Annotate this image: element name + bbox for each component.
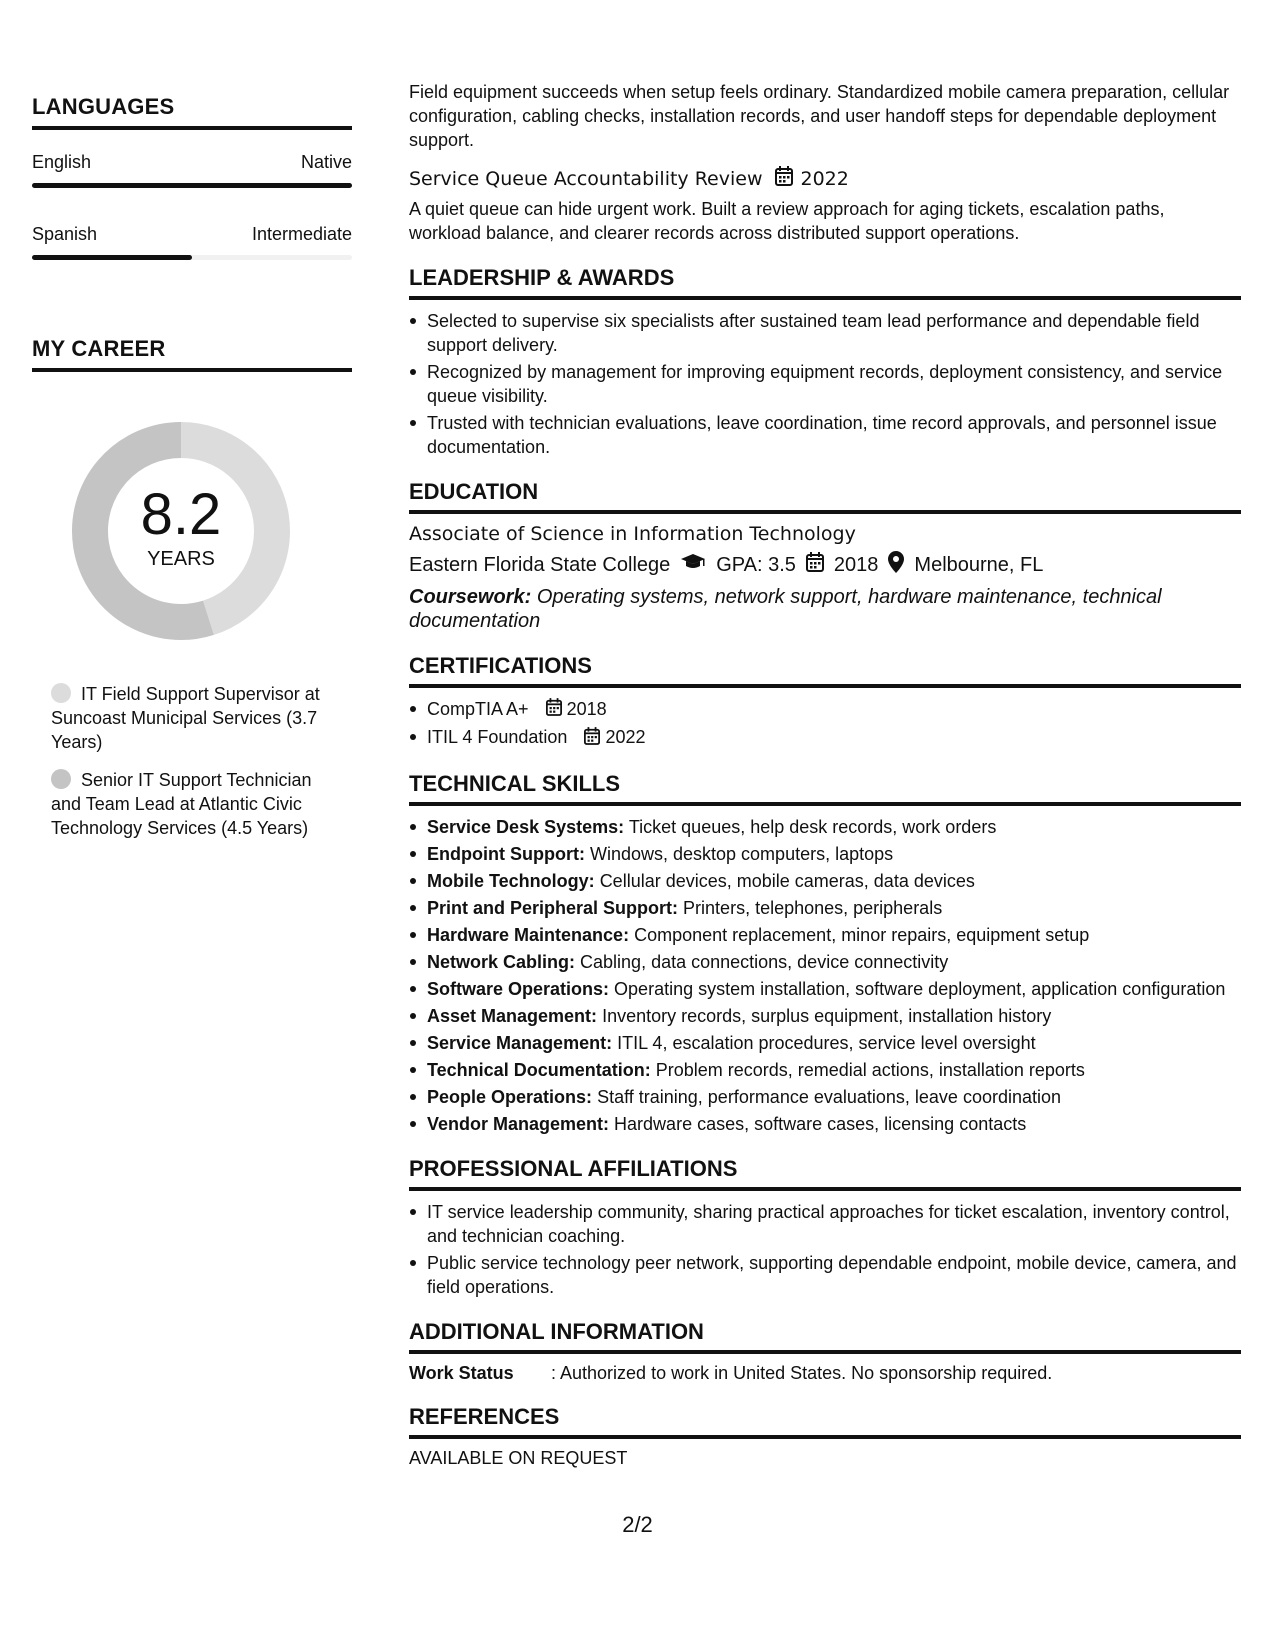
- calendar-icon: [584, 727, 600, 751]
- career-donut-chart: [66, 416, 296, 646]
- skill-item: [409, 815, 1241, 839]
- career-legend-text: IT Field Support Supervisor at Suncoast Municipal Services (3.7 Years): [51, 684, 320, 752]
- skill-label: Service Management:: [427, 1032, 613, 1053]
- career-legend-item: [51, 682, 341, 754]
- skill-label: Asset Management:: [427, 1005, 598, 1026]
- work-status-row: [409, 1363, 1241, 1384]
- language-bar-fill: [32, 255, 192, 260]
- affiliation-item: IT service leadership community, sharing practical approaches for ticket escalation, inventory control, and technician coaching.: [409, 1200, 1241, 1248]
- skill-item: [409, 869, 1241, 893]
- certification-name: CompTIA A+: [427, 699, 529, 719]
- language-bar-track: [32, 183, 352, 188]
- skill-label: Mobile Technology:: [427, 870, 595, 891]
- skill-label: Technical Documentation:: [427, 1059, 651, 1080]
- skill-item: [409, 842, 1241, 866]
- additional-info-heading: ADDITIONAL INFORMATION: [409, 1319, 1241, 1354]
- legend-dot-icon: [51, 683, 71, 703]
- skill-item: [409, 896, 1241, 920]
- career-total-years: 8.2: [140, 481, 222, 547]
- project-year: 2022: [800, 167, 849, 190]
- career-legend: [51, 682, 341, 840]
- leadership-heading: LEADERSHIP & AWARDS: [409, 265, 1241, 300]
- skill-item: [409, 1058, 1241, 1082]
- skill-item: [409, 950, 1241, 974]
- project-intro-text: Field equipment succeeds when setup feels ordinary. Standardized mobile camera preparation, cellular configuration, cabling checks, installation records, and user handoff steps for dependable deployment support.: [409, 82, 1230, 150]
- language-level: Native: [300, 152, 352, 172]
- certifications-heading: CERTIFICATIONS: [409, 653, 1241, 688]
- skill-label: Print and Peripheral Support:: [427, 897, 679, 918]
- education-heading: EDUCATION: [409, 479, 1241, 514]
- legend-dot-icon: [51, 769, 71, 789]
- certifications-list: [409, 697, 1241, 751]
- project-title-row: [409, 166, 1241, 191]
- project-title: Service Queue Accountability Review: [409, 167, 763, 190]
- education-location: Melbourne, FL: [914, 553, 1044, 576]
- skills-heading: TECHNICAL SKILLS: [409, 771, 1241, 806]
- skill-item: [409, 923, 1241, 947]
- language-name: English: [32, 152, 92, 172]
- project-description: A quiet queue can hide urgent work. Built a review approach for aging tickets, escalation paths, workload balance, and clearer records across distributed support operations.: [409, 199, 1165, 243]
- certification-year: 2018: [566, 699, 607, 719]
- graduation-cap-icon: [680, 553, 706, 577]
- skill-value: Windows, desktop computers, laptops: [589, 843, 894, 864]
- leadership-item: Trusted with technician evaluations, leave coordination, time record approvals, and personnel issue documentation.: [409, 411, 1241, 459]
- certification-item: [409, 725, 1241, 750]
- affiliations-list: [409, 1200, 1241, 1299]
- skill-value: Component replacement, minor repairs, equipment setup: [634, 924, 1090, 945]
- skill-item: [409, 1004, 1241, 1028]
- career-heading: MY CAREER: [32, 336, 352, 372]
- career-legend-item: [51, 768, 341, 840]
- skill-label: Network Cabling:: [427, 951, 576, 972]
- skill-item: [409, 1112, 1241, 1136]
- calendar-icon: [775, 166, 793, 191]
- language-item: [32, 152, 352, 188]
- career-legend-text: Senior IT Support Technician and Team Lead at Atlantic Civic Technology Services (4.5 Years): [51, 770, 312, 838]
- page-number: 2/2: [622, 1512, 653, 1537]
- skill-value: Problem records, remedial actions, installation reports: [655, 1059, 1085, 1080]
- skill-value: Cellular devices, mobile cameras, data devices: [599, 870, 975, 891]
- coursework-label: Coursework:: [409, 586, 532, 608]
- skill-value: Staff training, performance evaluations, leave coordination: [597, 1086, 1062, 1107]
- skill-value: Inventory records, surplus equipment, installation history: [602, 1005, 1052, 1026]
- references-text: AVAILABLE ON REQUEST: [409, 1447, 628, 1468]
- education-gpa: GPA: 3.5: [716, 553, 796, 576]
- language-item: [32, 224, 352, 260]
- affiliation-item: Public service technology peer network, supporting dependable endpoint, mobile device, camera, and field operations.: [409, 1251, 1241, 1299]
- skill-item: [409, 1085, 1241, 1109]
- work-status-value: : Authorized to work in United States. No sponsorship required.: [551, 1362, 1053, 1383]
- leadership-item: Selected to supervise six specialists after sustained team lead performance and dependable field support delivery.: [409, 309, 1241, 357]
- skills-list: [409, 815, 1241, 1136]
- language-level: Intermediate: [251, 224, 352, 244]
- skill-label: Hardware Maintenance:: [427, 924, 630, 945]
- skill-value: Hardware cases, software cases, licensing contacts: [614, 1113, 1027, 1134]
- education-year: 2018: [833, 553, 879, 576]
- education-meta: [409, 551, 1241, 579]
- certification-name: ITIL 4 Foundation: [427, 727, 568, 748]
- skill-item: [409, 977, 1241, 1001]
- leadership-list: [409, 309, 1241, 459]
- skill-label: People Operations:: [427, 1086, 593, 1107]
- coursework-text: Operating systems, network support, hardware maintenance, technical documentation: [409, 586, 1162, 632]
- education-coursework: [409, 585, 1241, 633]
- map-pin-icon: [888, 551, 904, 579]
- career-total-unit: YEARS: [147, 547, 215, 570]
- skill-label: Vendor Management:: [427, 1113, 610, 1134]
- leadership-item: Recognized by management for improving equipment records, deployment consistency, and service queue visibility.: [409, 360, 1241, 408]
- skill-value: Printers, telephones, peripherals: [683, 897, 943, 918]
- left-column: [32, 94, 352, 854]
- right-column: [409, 80, 1241, 1469]
- certification-item: [409, 697, 1241, 722]
- education-degree: Associate of Science in Information Technology: [409, 523, 856, 545]
- language-bar-fill: [32, 183, 352, 188]
- affiliations-heading: PROFESSIONAL AFFILIATIONS: [409, 1156, 1241, 1191]
- language-name: Spanish: [32, 224, 98, 244]
- skill-value: Operating system installation, software deployment, application configuration: [614, 978, 1226, 999]
- skill-value: ITIL 4, escalation procedures, service level oversight: [617, 1032, 1036, 1053]
- skill-label: Endpoint Support:: [427, 843, 585, 864]
- calendar-icon: [806, 552, 824, 578]
- language-bar-track: [32, 255, 352, 260]
- skill-value: Cabling, data connections, device connectivity: [580, 951, 949, 972]
- skill-item: [409, 1031, 1241, 1055]
- skill-value: Ticket queues, help desk records, work orders: [628, 816, 997, 837]
- work-status-label: Work Status: [409, 1362, 514, 1383]
- skill-label: Software Operations:: [427, 978, 610, 999]
- certification-year: 2022: [605, 727, 646, 748]
- references-heading: REFERENCES: [409, 1404, 1241, 1439]
- education-school: Eastern Florida State College: [409, 553, 671, 576]
- calendar-icon: [546, 698, 562, 722]
- languages-heading: LANGUAGES: [32, 94, 352, 130]
- skill-label: Service Desk Systems:: [427, 816, 625, 837]
